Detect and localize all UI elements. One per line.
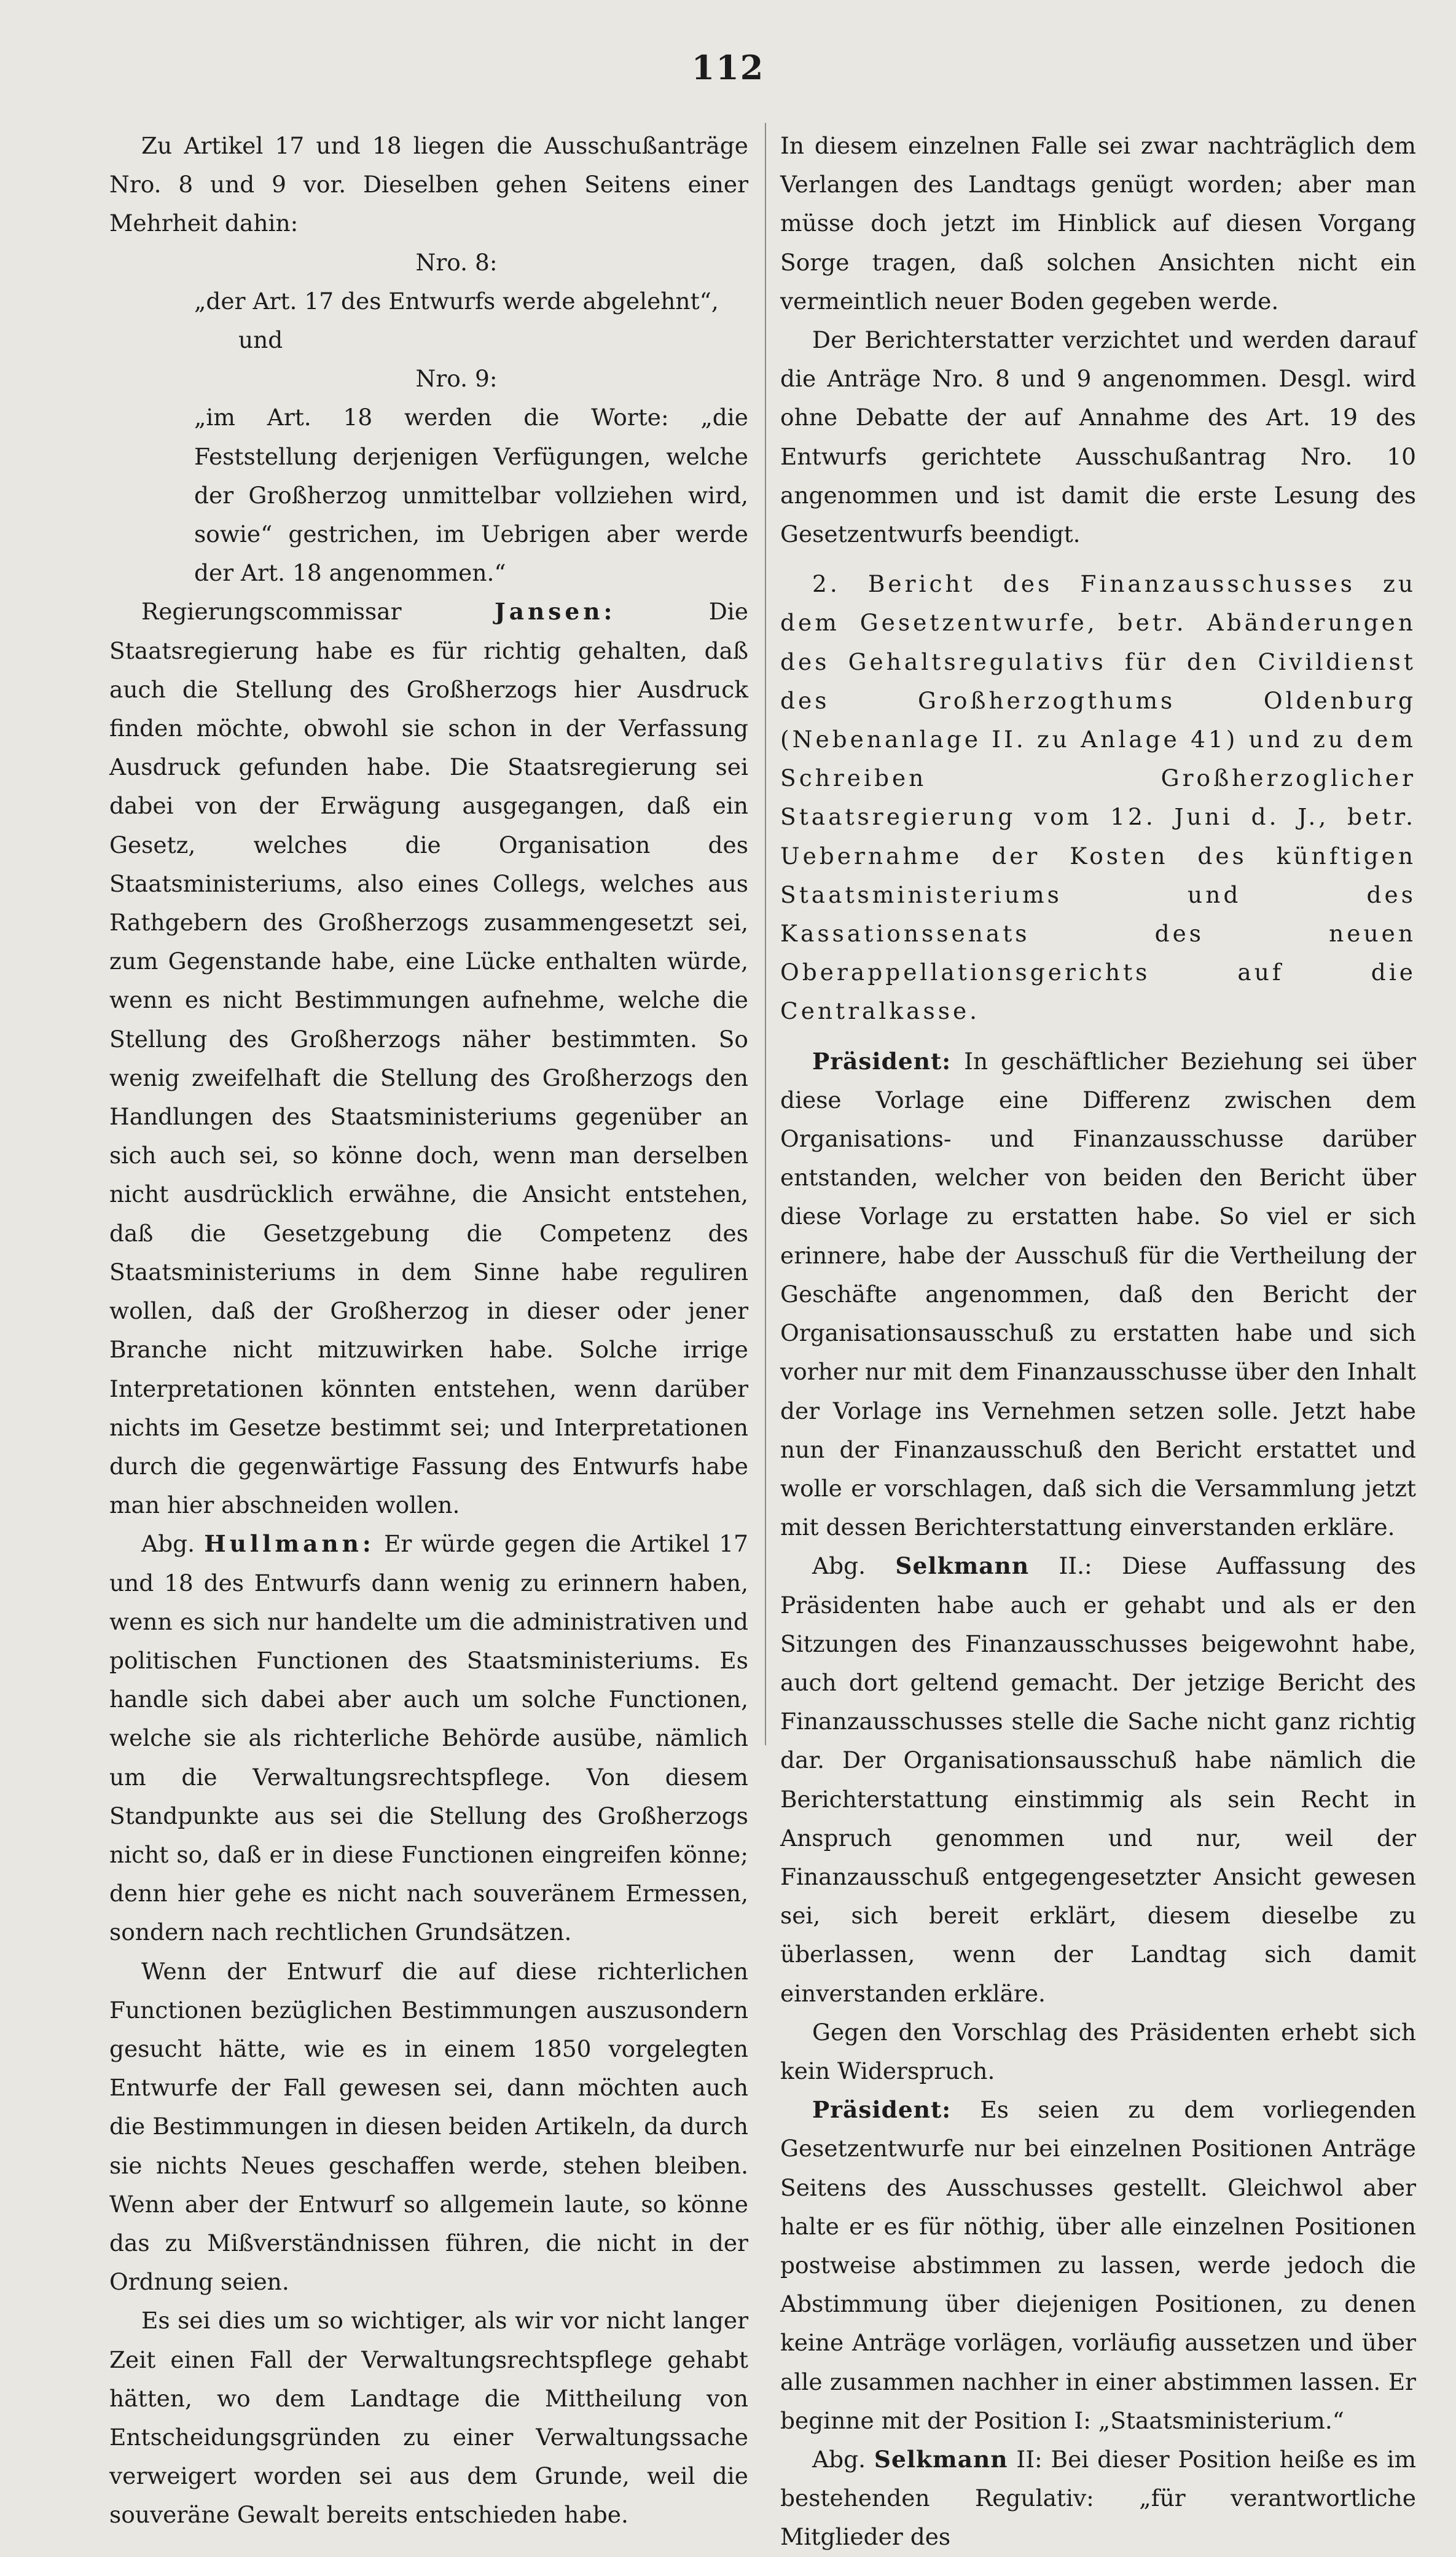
- speaker-role: Abg.: [812, 2445, 866, 2473]
- statement-text: In geschäftlicher Beziehung sei über diese Vorlage eine Differenz zwischen dem Organisations- und Finanzausschusse darüber entstanden, welcher von beiden den Bericht über diese Vorlage zu erstatten habe. So viel er sich erinnere, habe der Ausschuß für die Vertheilung der Geschäfte angenommen, daß den Bericht der Organisationsausschuß zu erstatten habe und sich vorher nur mit dem Finanzausschusse über den Inhalt der Vorlage ins Vernehmen setzen solle. Jetzt habe nun der Finanzausschuß den Bericht erstattet und wolle er vorschlagen, daß sich die Versammlung jetzt mit dessen Berichterstattung einverstanden erkläre.: [780, 1047, 1416, 1541]
- statement-jansen: [109, 592, 748, 1525]
- speaker-name: Selkmann: [895, 1552, 1030, 1580]
- statement-praesident: [780, 1042, 1416, 1547]
- statement-text: Bei dieser Position heiße es im bestehenden Regulativ: „für verantwortliche Mitglieder des: [780, 2445, 1416, 2551]
- motion-8-text: „der Art. 17 des Entwurfs werde abgelehnt“,: [194, 287, 719, 315]
- statement-text: Er würde gegen die Artikel 17 und 18 des Entwurfs dann wenig zu erinnern haben, wenn es sich nur handelte um die administrativen und politischen Functionen des Staatsministeriums. Es handle sich dabei aber auch um solche Functionen, welche sie als richterliche Behörde ausübe, nämlich um die Verwaltungsrechtspflege. Von diesem Standpunkte aus sei die Stellung des Großherzogs nicht so, daß er in diese Functionen eingreifen könne; denn hier gehe es nicht nach souveränem Ermessen, sondern nach rechtlichen Grundsätzen.: [109, 1530, 749, 1946]
- speaker-suffix: II.:: [1059, 1552, 1092, 1580]
- speaker-role: Abg.: [141, 1530, 195, 1558]
- agenda-item-2: 2. Bericht des Finanzausschusses zu dem Gesetzentwurfe, betr. Abänderungen des Gehaltsregulativs für den Civildienst des Großherzogthums Oldenburg (Nebenanlage II. zu Anlage 41) und zu dem Schreiben Großherzoglicher Staatsregierung vom 12. Juni d. J., betr. Uebernahme der Kosten des künftigen Staatsministeriums und des Kassationssenats des neuen Oberappellationsgerichts auf die Centralkasse.: [780, 570, 1416, 1025]
- right-column: [780, 127, 1416, 2557]
- statement-text: Es seien zu dem vorliegenden Gesetzentwurfe nur bei einzelnen Positionen Anträge Seitens des Ausschusses gestellt. Gleichwol aber halte er es für nöthig, über alle einzelnen Positionen postweise abstimmen zu lassen, werde jedoch die Abstimmung über diejenigen Positionen, zu denen keine Anträge vorlägen, vorläufig aussetzen und über alle zusammen nachher in einer abstimmen lassen. Er beginne mit der Position I: „Staatsministerium.“: [780, 2096, 1416, 2434]
- paragraph: Der Berichterstatter verzichtet und werden darauf die Anträge Nro. 8 und 9 angenommen. Desgl. wird ohne Debatte der auf Annahme des Art. 19 des Entwurfs gerichtete Ausschußantrag Nro. 10 angenommen und ist damit die erste Lesung des Gesetzentwurfs beendigt.: [780, 326, 1416, 548]
- speaker-name: Selkmann: [874, 2445, 1008, 2473]
- left-column: [109, 127, 748, 2535]
- page-number: 112: [691, 48, 765, 87]
- paragraph: Es sei dies um so wichtiger, als wir vor nicht langer Zeit einen Fall der Verwaltungsrechtspflege gehabt hätten, wo dem Landtage die Mittheilung von Entscheidungsgründen zu einer Verwaltungssache verweigert worden sei aus dem Grunde, weil die souveräne Gewalt bereits entschieden habe.: [109, 2307, 748, 2529]
- motion-9-text: „im Art. 18 werden die Worte: „die Feststellung derjenigen Verfügungen, welche der Großherzog unmittelbar vollziehen wird, sowie“ gestrichen, im Uebrigen aber werde der Art. 18 angenommen.“: [194, 404, 748, 587]
- speaker-name: Jansen:: [494, 598, 616, 626]
- speaker-name: Präsident:: [812, 1047, 952, 1075]
- statement-hullmann: [109, 1525, 748, 1952]
- speaker-name: Präsident:: [812, 2096, 952, 2124]
- conjunction-und: und: [238, 326, 283, 354]
- statement-selkmann: [780, 2440, 1416, 2557]
- paragraph: Gegen den Vorschlag des Präsidenten erhebt sich kein Widerspruch.: [780, 2018, 1416, 2084]
- statement-text: Die Staatsregierung habe es für richtig gehalten, daß auch die Stellung des Großherzogs hier Ausdruck finden möchte, obwohl sie schon in der Verfassung Ausdruck gefunden habe. Die Staatsregierung sei dabei von der Erwägung ausgegangen, daß ein Gesetz, welches die Organisation des Staatsministeriums, also eines Collegs, welches aus Rathgebern des Großherzogs zusammengesetzt sei, zum Gegenstande habe, eine Lücke enthalten würde, wenn es nicht Bestimmungen aufnehme, welche die Stellung des Großherzogs näher bestimmten. So wenig zweifelhaft die Stellung des Großherzogs den Handlungen des Staatsministeriums gegenüber an sich auch sei, so könne doch, wenn man derselben nicht ausdrücklich erwähne, die Ansicht entstehen, daß die Gesetzgebung die Competenz des Staatsministeriums in dem Sinne habe reguliren wollen, daß der Großherzog in dieser oder jener Branche nicht mitzuwirken habe. Solche irrige Interpretationen könnten entstehen, wenn darüber nichts im Gesetze bestimmt sei; und Interpretationen durch die gegenwärtige Fassung des Entwurfs habe man hier abschneiden wollen.: [109, 598, 748, 1519]
- speaker-suffix: II:: [1016, 2445, 1043, 2473]
- statement-selkmann: [780, 1547, 1416, 2013]
- intro-paragraph: Zu Artikel 17 und 18 liegen die Ausschußanträge Nro. 8 und 9 vor. Dieselben gehen Seitens einer Mehrheit dahin:: [109, 132, 748, 237]
- paragraph: In diesem einzelnen Falle sei zwar nachträglich dem Verlangen des Landtags genügt worden; aber man müsse doch jetzt im Hinblick auf diesen Vorgang Sorge tragen, daß solchen Ansichten nicht ein vermeintlich neuer Boden gegeben werde.: [780, 132, 1416, 315]
- speaker-role: Regierungscommissar: [141, 598, 402, 626]
- column-divider: [765, 123, 766, 1745]
- statement-praesident: [780, 2091, 1416, 2440]
- speaker-role: Abg.: [812, 1552, 866, 1580]
- motion-8-heading: Nro. 8:: [415, 248, 498, 276]
- statement-text: Diese Auffassung des Präsidenten habe auch er gehabt und als er den Sitzungen des Finanzausschusses beigewohnt habe, auch dort geltend gemacht. Der jetzige Bericht des Finanzausschusses stelle die Sache nicht ganz richtig dar. Der Organisationsausschuß habe nämlich die Berichterstattung einstimmig als sein Recht in Anspruch genommen und nur, weil der Finanzausschuß entgegengesetzter Ansicht gewesen sei, sich bereit erklärt, diesem dieselbe zu überlassen, wenn der Landtag sich damit einverstanden erkläre.: [780, 1552, 1416, 2007]
- speaker-name: Hullmann:: [204, 1530, 375, 1558]
- motion-9-heading: Nro. 9:: [415, 365, 498, 393]
- paragraph: Wenn der Entwurf die auf diese richterlichen Functionen bezüglichen Bestimmungen auszusondern gesucht hätte, wie es in einem 1850 vorgelegten Entwurfe der Fall gewesen sei, dann möchten auch die Bestimmungen in diesen beiden Artikeln, da durch sie nichts Neues geschaffen werde, stehen bleiben. Wenn aber der Entwurf so allgemein laute, so könne das zu Mißverständnissen führen, die nicht in der Ordnung seien.: [109, 1957, 748, 2296]
